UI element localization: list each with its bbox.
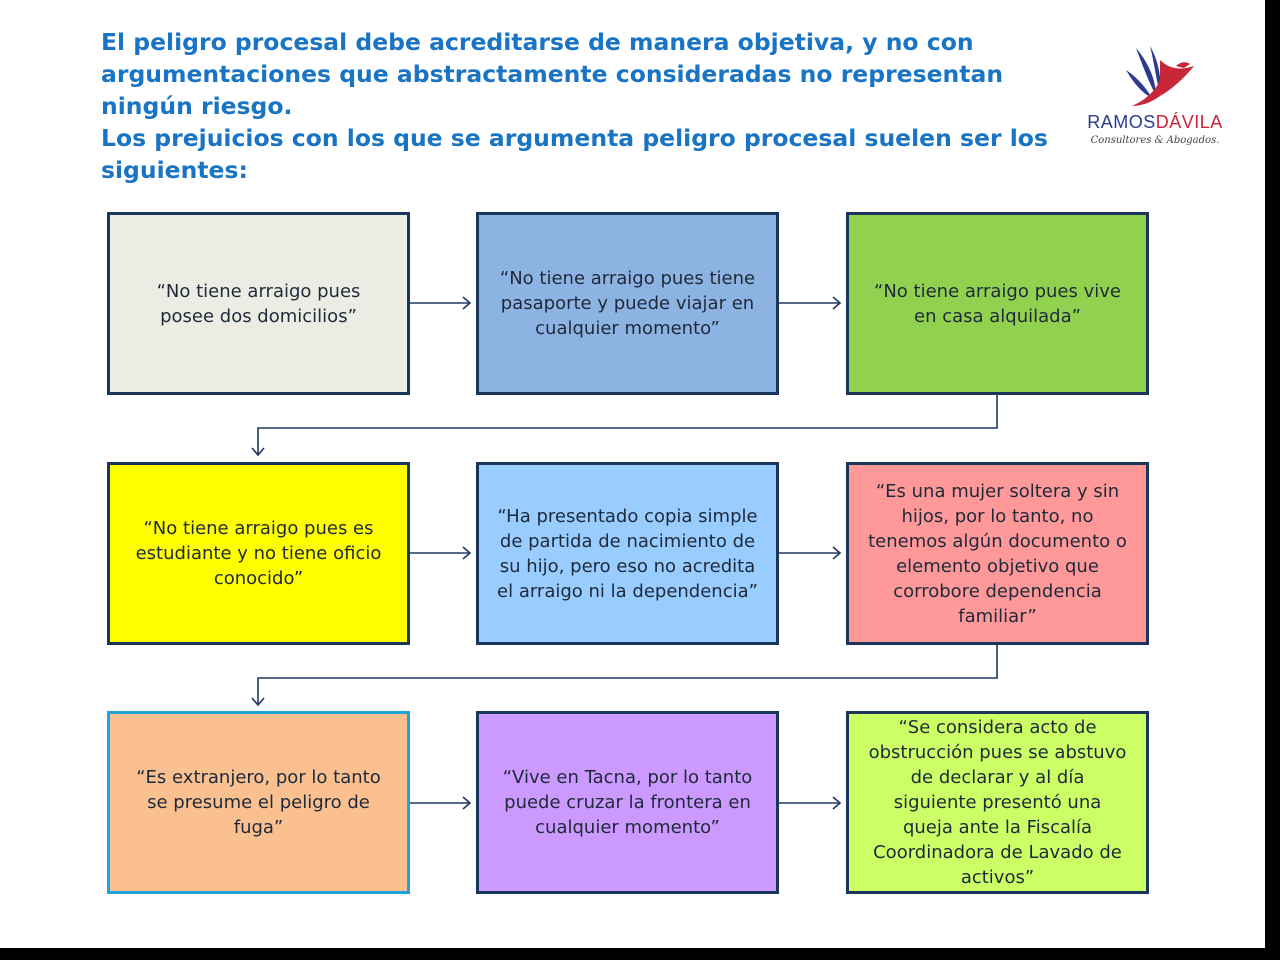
title-line: El peligro procesal debe acreditarse de manera objetiva, y no con — [101, 28, 974, 56]
flow-box-6 — [846, 462, 1149, 645]
arrow-head-icon — [833, 547, 840, 559]
flow-box-3 — [846, 212, 1149, 395]
flow-box-text: “No tiene arraigo pues posee dos domicilios” — [156, 280, 361, 327]
flow-box-5 — [476, 462, 779, 645]
title-line: ningún riesgo. — [101, 92, 293, 120]
bird-logo-icon — [1116, 40, 1196, 110]
logo-wordmark: RAMOSDÁVILA — [1087, 112, 1223, 132]
flow-box-text: “Ha presentado copia simple de partida de nacimiento de su hijo, pero eso no acredita el arraigo ni la dependencia” — [497, 505, 758, 602]
arrow-head-icon — [463, 797, 470, 809]
title-line: Los prejuicios con los que se argumenta peligro procesal suelen ser los — [101, 124, 1048, 152]
flow-box-2 — [476, 212, 779, 395]
flow-box-7 — [107, 711, 410, 894]
arrow-head-icon — [833, 797, 840, 809]
connector-elbow — [258, 395, 997, 455]
flow-box-text: “Se considera acto de obstrucción pues se abstuvo de declarar y al día siguiente presentó una queja ante la Fiscalía Coordinadora de Lavado de activos” — [868, 717, 1127, 888]
flow-box-text: “Vive en Tacna, por lo tanto puede cruzar la frontera en cualquier momento” — [502, 767, 753, 838]
flow-box-4 — [107, 462, 410, 645]
page-title — [101, 26, 1051, 186]
logo-tagline: Consultores & Abogados. — [1090, 135, 1220, 146]
title-line: siguientes: — [101, 156, 248, 184]
flow-box-text: “Es una mujer soltera y sin hijos, por lo tanto, no tenemos algún documento o elemento objetivo que corrobore dependencia familiar” — [868, 480, 1127, 627]
flow-box-1 — [107, 212, 410, 395]
flow-box-text: “No tiene arraigo pues vive en casa alquilada” — [874, 280, 1121, 327]
arrow-head-icon — [252, 448, 264, 455]
flow-box-text: “No tiene arraigo pues es estudiante y no tiene oficio conocido” — [135, 518, 382, 589]
arrow-head-icon — [833, 297, 840, 309]
company-logo — [1062, 40, 1248, 160]
flow-box-text: “Es extranjero, por lo tanto se presume el peligro de fuga” — [136, 767, 381, 838]
arrow-head-icon — [463, 297, 470, 309]
flow-box-9 — [846, 711, 1149, 894]
title-line: argumentaciones que abstractamente consideradas no representan — [101, 60, 1004, 88]
arrow-head-icon — [463, 547, 470, 559]
arrow-head-icon — [252, 698, 264, 705]
connector-elbow — [258, 645, 997, 705]
flow-box-8 — [476, 711, 779, 894]
flow-box-text: “No tiene arraigo pues tiene pasaporte y puede viajar en cualquier momento” — [499, 268, 756, 339]
